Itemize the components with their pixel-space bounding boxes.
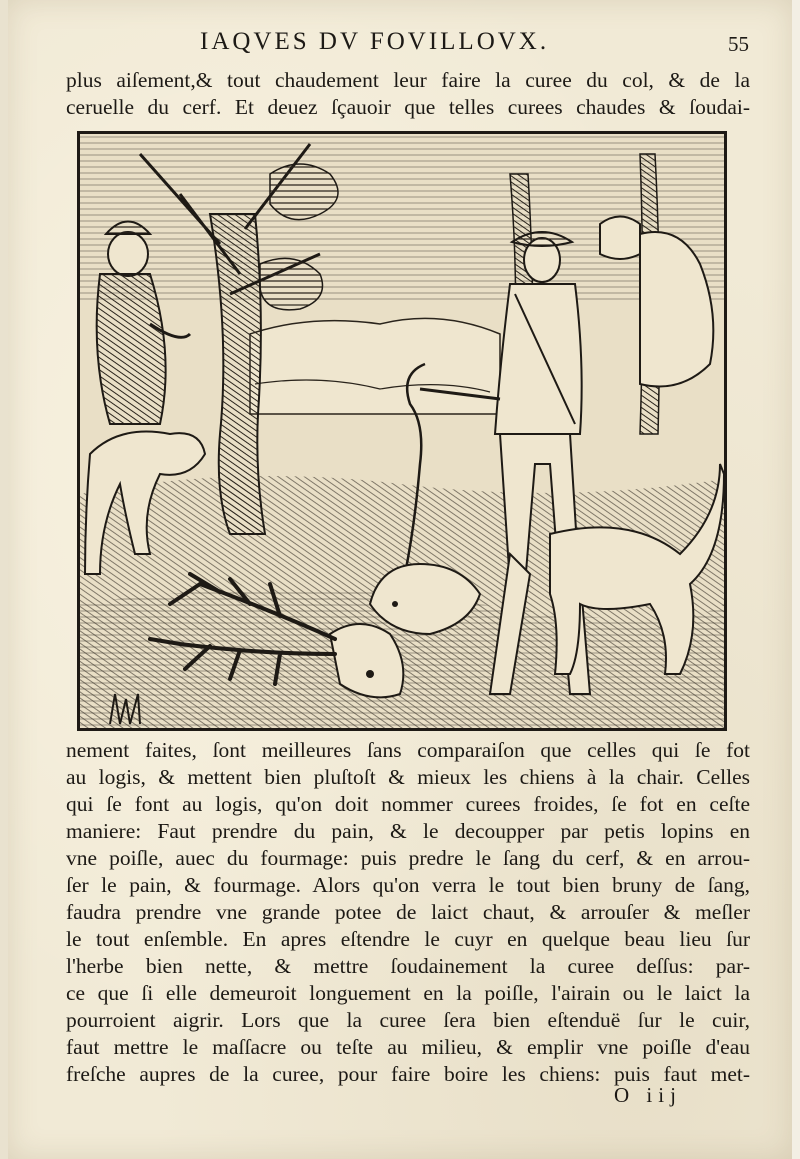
page-edge-left [0, 0, 8, 1159]
text-line: freſche aupres de la curee, pour faire boire les chiens: puis faut met- [66, 1062, 750, 1086]
text-line: ſer le pain, & fourmage. Alors qu'on verra le tout bien bruny de ſang, [66, 873, 750, 897]
text-line: ce que ſi elle demeuroit longuement en la poiſle, l'airain ou le laict la [66, 981, 750, 1005]
text-line: vne poiſle, auec du fourmage: puis predre le ſang du cerf, & en arrou- [66, 846, 750, 870]
text-line: au logis, & mettent bien pluſtoſt & mieux les chiens à la chair. Celles [66, 765, 750, 789]
text-line: nement faites, ſont meilleures ſans comparaiſon que celles qui ſe fot [66, 738, 750, 762]
text-line: qui ſe font au logis, qu'on doit nommer curees froides, ſe fot en ceſte [66, 792, 750, 816]
text-line: faut mettre le maſſacre ou teſte au milieu, & emplir vne poiſle d'eau [66, 1035, 750, 1059]
page-number: 55 [728, 32, 749, 56]
signature-mark: O iij [614, 1083, 682, 1107]
text-line: l'herbe bien nette, & mettre ſoudainement la curee deſſus: par- [66, 954, 750, 978]
running-head: IAQVES DV FOVILLOVX. [200, 28, 550, 55]
text-line: ceruelle du cerf. Et deuez ſçauoir que telles curees chaudes & ſoudai- [66, 95, 750, 119]
text-line: maniere: Faut prendre du pain, & le decoupper par petis lopins en [66, 819, 750, 843]
hunting-scene-woodcut [80, 134, 724, 728]
text-line: le tout enſemble. En apres eſtendre le cuyr en quelque beau lieu ſur [66, 927, 750, 951]
text-line: pourroient aigrir. Lors que la curee ſera bien eſtenduë ſur le cuir, [66, 1008, 750, 1032]
text-line: plus aiſement,& tout chaudement leur faire la curee du col, & de la [66, 68, 750, 92]
page-edge-right [792, 0, 800, 1159]
text-line: faudra prendre vne grande potee de laict chaut, & arrouſer & meſler [66, 900, 750, 924]
woodcut-illustration [77, 131, 727, 731]
page-header [0, 28, 800, 58]
